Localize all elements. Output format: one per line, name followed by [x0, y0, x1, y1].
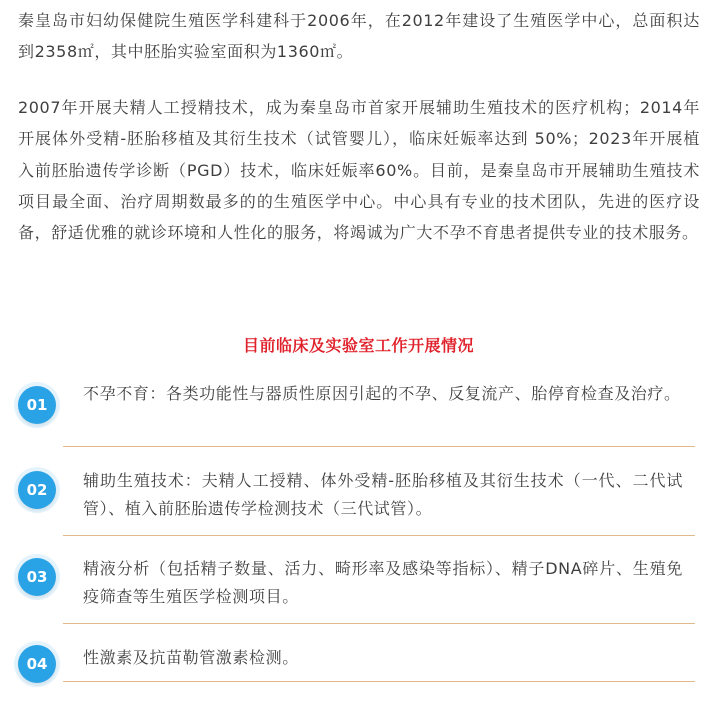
number-badge: 01	[18, 386, 56, 424]
section-title: 目前临床及实验室工作开展情况	[242, 336, 474, 355]
number-badge: 04	[18, 645, 56, 683]
divider	[63, 446, 695, 447]
divider	[63, 681, 695, 682]
item-text: 精液分析（包括精子数量、活力、畸形率及感染等指标）、精子DNA碎片、生殖免疫筛查等生殖医学检测项目。	[83, 559, 683, 606]
number-badge: 03	[18, 558, 56, 596]
divider	[63, 535, 695, 536]
number-badge: 02	[18, 471, 56, 509]
intro-paragraph: 秦皇岛市妇幼保健院生殖医学科建科于2006年，在2012年建设了生殖医学中心，总面积达到2358㎡，其中胚胎实验室面积为1360㎡。	[18, 11, 700, 62]
item-text: 不孕不育：各类功能性与器质性原因引起的不孕、反复流产、胎停育检查及治疗。	[83, 384, 681, 403]
history-paragraph: 2007年开展夫精人工授精技术，成为秦皇岛市首家开展辅助生殖技术的医疗机构；2014年开展体外受精-胚胎移植及其衍生技术（试管婴儿），临床妊娠率达到 50%；2023年开展植入前胚胎遗传学诊断（PGD）技术，临床妊娠率60%。目前，是秦皇岛市开展辅助生殖技术项目最全面、治疗周期数最多的的生殖医学中心。中心具有专业的技术团队，先进的医疗设备，舒适优雅的就诊环境和人性化的服务，将竭诚为广大不孕不育患者提供专业的技术服务。	[18, 98, 700, 243]
item-text: 性激素及抗苗勒管激素检测。	[83, 648, 299, 667]
item-text: 辅助生殖技术：夫精人工授精、体外受精-胚胎移植及其衍生技术（一代、二代试管）、植入前胚胎遗传学检测技术（三代试管）。	[83, 471, 683, 518]
divider	[63, 623, 695, 624]
